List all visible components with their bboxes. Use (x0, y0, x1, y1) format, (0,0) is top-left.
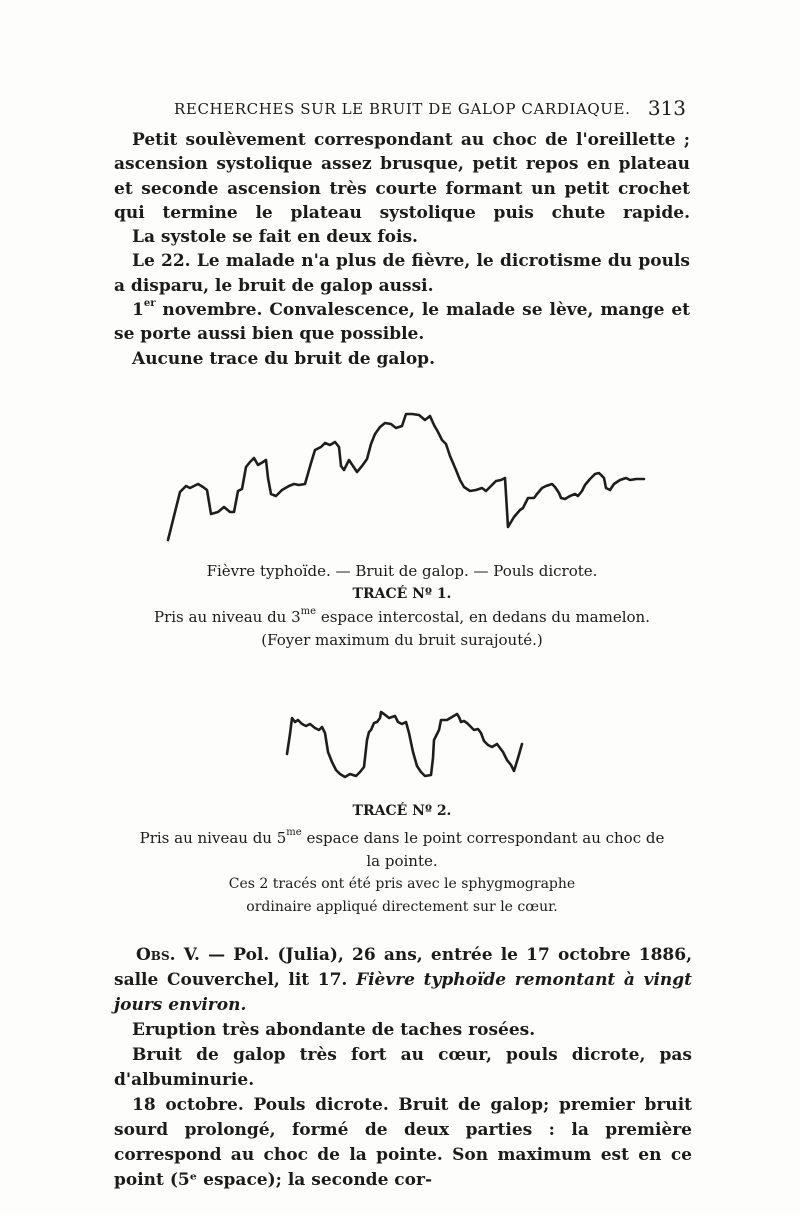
trace-1-label: TRACÉ Nº 1. (352, 586, 452, 602)
paragraph-pulse-description: Petit soulèvement correspondant au choc de l'oreillette ; ascension systolique assez brusque, petit repos en plateau et seconde ascension très courte formant un petit crochet qui termine le plateau systolique puis chute rapide. (114, 130, 690, 223)
paragraph-day-22: Le 22. Le malade n'a plus de fièvre, le dicrotisme du pouls a disparu, le bruit de galop aussi. (114, 251, 690, 296)
ordinal-suffix: er (143, 298, 156, 310)
trace-2-caption (114, 800, 690, 919)
page-number: 313 (647, 96, 686, 120)
obs-diagnosis: Fièvre typhoïde remontant à vingt jours environ. (114, 970, 693, 1015)
paragraph-systole: La systole se fait en deux fois. (132, 227, 418, 248)
running-head: RECHERCHES SUR LE BRUIT DE GALOP CARDIAQUE. (174, 100, 631, 118)
obs-label: Obs. V. (136, 945, 200, 965)
observation-v-text (114, 943, 692, 1193)
paragraph-galop-fort: Bruit de galop très fort au cœur, pouls dicrote, pas d'albuminurie. (114, 1045, 692, 1090)
trace-1-subtitle: Fièvre typhoïde. — Bruit de galop. — Pouls dicrote. (206, 562, 598, 580)
trace-2-label: TRACÉ Nº 2. (352, 803, 452, 819)
paragraph-no-trace: Aucune trace du bruit de galop. (132, 348, 435, 369)
obs-patient: — Pol. (Julia), 26 ans, entrée le 17 octobre 1886, salle Couverchel, lit 17. (114, 945, 692, 990)
november-text: novembre. Convalescence, le malade se lève, mange et se porte aussi bien que possible. (114, 300, 690, 345)
trace-2-curve (287, 712, 522, 777)
trace-1-location: Pris au niveau du $3^{me}$ espace intercostal, en dedans du mamelon. (154, 606, 650, 626)
sphygmograph-note: Ces 2 tracés ont été pris avec le sphygmographe ordinaire appliqué directement sur le cœur. (228, 876, 576, 915)
trace-1-focus-note: (Foyer maximum du bruit surajouté.) (261, 631, 543, 649)
paragraph-eruption: Eruption très abondante de taches rosées. (132, 1020, 536, 1040)
day-number: 1 (132, 300, 144, 321)
paragraph-18-octobre: 18 octobre. Pouls dicrote. Bruit de galop; premier bruit sourd prolongé, formé de deux parties : la première correspond au choc de la pointe. Son maximum est en ce point (5ᵉ espace); la seconde cor- (114, 1095, 692, 1190)
paragraph-obs-v (114, 943, 692, 1018)
trace-2-location: Pris au niveau du $5^{me}$ espace dans le point correspondant au choc de la pointe. (139, 827, 665, 870)
